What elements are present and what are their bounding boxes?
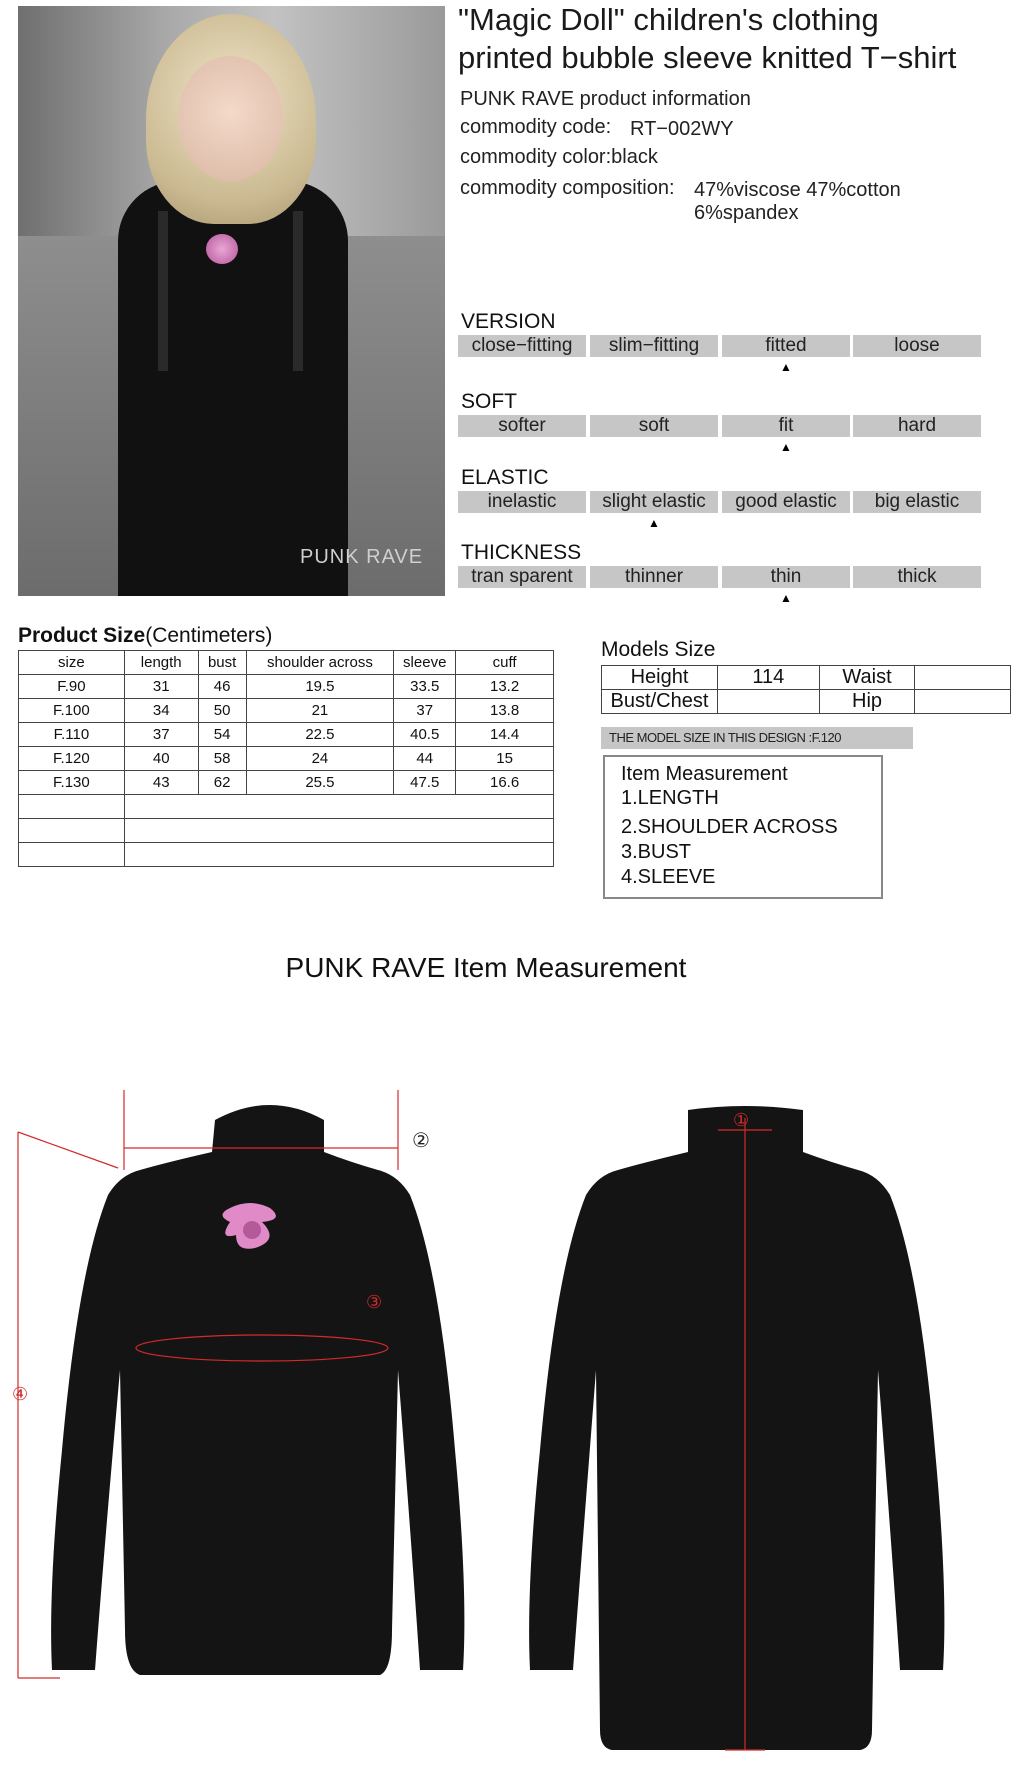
height-value: 114 <box>717 666 819 690</box>
attribute-option: fitted <box>722 335 850 357</box>
attribute-option: big elastic <box>853 491 981 513</box>
size-table-cell: 24 <box>246 747 394 771</box>
size-table-header: size <box>19 651 125 675</box>
attribute-title: SOFT <box>461 390 517 413</box>
attribute-option: close−fitting <box>458 335 586 357</box>
attribute-title: THICKNESS <box>461 541 582 564</box>
size-table-cell: 13.2 <box>456 675 554 699</box>
measurement-item: 4.SLEEVE <box>621 866 716 888</box>
size-table-cell: 37 <box>124 723 198 747</box>
attribute-title: VERSION <box>461 310 556 333</box>
empty-row <box>19 843 554 867</box>
measurement-diagram <box>0 1070 1024 1790</box>
size-table-cell: 46 <box>198 675 246 699</box>
size-table-header: length <box>124 651 198 675</box>
size-table-cell: 50 <box>198 699 246 723</box>
size-table-cell: 34 <box>124 699 198 723</box>
size-table-cell: 44 <box>394 747 456 771</box>
commodity-color: commodity color:black <box>460 146 658 168</box>
product-title-line1: "Magic Doll" children's clothing <box>458 2 879 37</box>
table-row <box>19 771 554 795</box>
product-photo <box>18 6 445 596</box>
composition-label: commodity composition: <box>460 177 675 199</box>
attribute-option: hard <box>853 415 981 437</box>
size-table-cell: 33.5 <box>394 675 456 699</box>
size-table-header: sleeve <box>394 651 456 675</box>
table-row <box>19 723 554 747</box>
section-title: PUNK RAVE Item Measurement <box>285 952 687 983</box>
bust-label: Bust/Chest <box>602 690 718 714</box>
composition-value-1: 47%viscose 47%cotton <box>694 179 901 201</box>
size-table-title: Product Size(Centimeters) <box>18 624 273 647</box>
photo-watermark: PUNK RAVE <box>300 546 424 568</box>
measurement-item: 2.SHOULDER ACROSS <box>621 816 838 838</box>
marker-2: ② <box>412 1128 430 1152</box>
size-table-cell: 16.6 <box>456 771 554 795</box>
info-heading: PUNK RAVE product information <box>460 88 751 110</box>
hip-value <box>915 690 1011 714</box>
measurement-box <box>603 755 883 899</box>
size-table-cell: F.100 <box>19 699 125 723</box>
composition-value-2: 6%spandex <box>694 202 799 224</box>
commodity-code-label: commodity code: <box>460 116 612 138</box>
attribute-option: tran sparent <box>458 566 586 588</box>
attribute-option: fit <box>722 415 850 437</box>
attribute-option: loose <box>853 335 981 357</box>
attribute-option: slight elastic <box>590 491 718 513</box>
size-table-header: bust <box>198 651 246 675</box>
front-garment <box>51 1105 464 1675</box>
commodity-code-value: RT−002WY <box>630 118 734 140</box>
marker-1: ① <box>733 1110 750 1131</box>
size-table-cell: 13.8 <box>456 699 554 723</box>
models-size-title: Models Size <box>601 638 716 661</box>
size-table-cell: 21 <box>246 699 394 723</box>
table-row <box>19 675 554 699</box>
size-table-cell: 47.5 <box>394 771 456 795</box>
measurement-item: 1.LENGTH <box>621 787 719 809</box>
size-table-cell: F.130 <box>19 771 125 795</box>
selected-indicator-icon: ▲ <box>780 360 792 374</box>
size-table-cell: 37 <box>394 699 456 723</box>
attribute-option: softer <box>458 415 586 437</box>
size-table-cell: 22.5 <box>246 723 394 747</box>
size-table-cell: 40.5 <box>394 723 456 747</box>
size-table <box>18 650 554 867</box>
attribute-option: thinner <box>590 566 718 588</box>
empty-row <box>19 819 554 843</box>
size-table-cell: 14.4 <box>456 723 554 747</box>
height-label: Height <box>602 666 718 690</box>
marker-4: ④ <box>12 1384 29 1405</box>
hip-label: Hip <box>819 690 915 714</box>
attribute-option: thick <box>853 566 981 588</box>
marker-3: ③ <box>366 1292 383 1313</box>
attribute-option: good elastic <box>722 491 850 513</box>
size-table-cell: 19.5 <box>246 675 394 699</box>
size-table-cell: 15 <box>456 747 554 771</box>
selected-indicator-icon: ▲ <box>780 440 792 454</box>
attribute-option: slim−fitting <box>590 335 718 357</box>
attribute-title: ELASTIC <box>461 466 549 489</box>
waist-label: Waist <box>819 666 915 690</box>
attribute-option: soft <box>590 415 718 437</box>
size-table-cell: 58 <box>198 747 246 771</box>
size-table-cell: 25.5 <box>246 771 394 795</box>
size-table-cell: 43 <box>124 771 198 795</box>
jester-print-icon <box>206 234 238 264</box>
table-row <box>19 699 554 723</box>
selected-indicator-icon: ▲ <box>648 516 660 530</box>
attribute-option: thin <box>722 566 850 588</box>
size-table-cell: 62 <box>198 771 246 795</box>
attribute-option: inelastic <box>458 491 586 513</box>
size-table-cell: 31 <box>124 675 198 699</box>
size-table-cell: F.120 <box>19 747 125 771</box>
size-table-cell: 54 <box>198 723 246 747</box>
measurement-item: 3.BUST <box>621 841 692 863</box>
size-table-cell: F.110 <box>19 723 125 747</box>
size-table-header: cuff <box>456 651 554 675</box>
empty-row <box>19 795 554 819</box>
size-table-cell: 40 <box>124 747 198 771</box>
product-title-line2: printed bubble sleeve knitted T−shirt <box>458 40 957 75</box>
model-size-note: THE MODEL SIZE IN THIS DESIGN :F.120 <box>601 727 913 749</box>
table-row <box>19 747 554 771</box>
back-garment <box>529 1106 944 1750</box>
size-table-header: shoulder across <box>246 651 394 675</box>
waist-value <box>915 666 1011 690</box>
bust-value <box>717 690 819 714</box>
selected-indicator-icon: ▲ <box>780 591 792 605</box>
measurement-title: Item Measurement <box>621 763 788 785</box>
models-size-table <box>601 665 1011 714</box>
size-table-cell: F.90 <box>19 675 125 699</box>
